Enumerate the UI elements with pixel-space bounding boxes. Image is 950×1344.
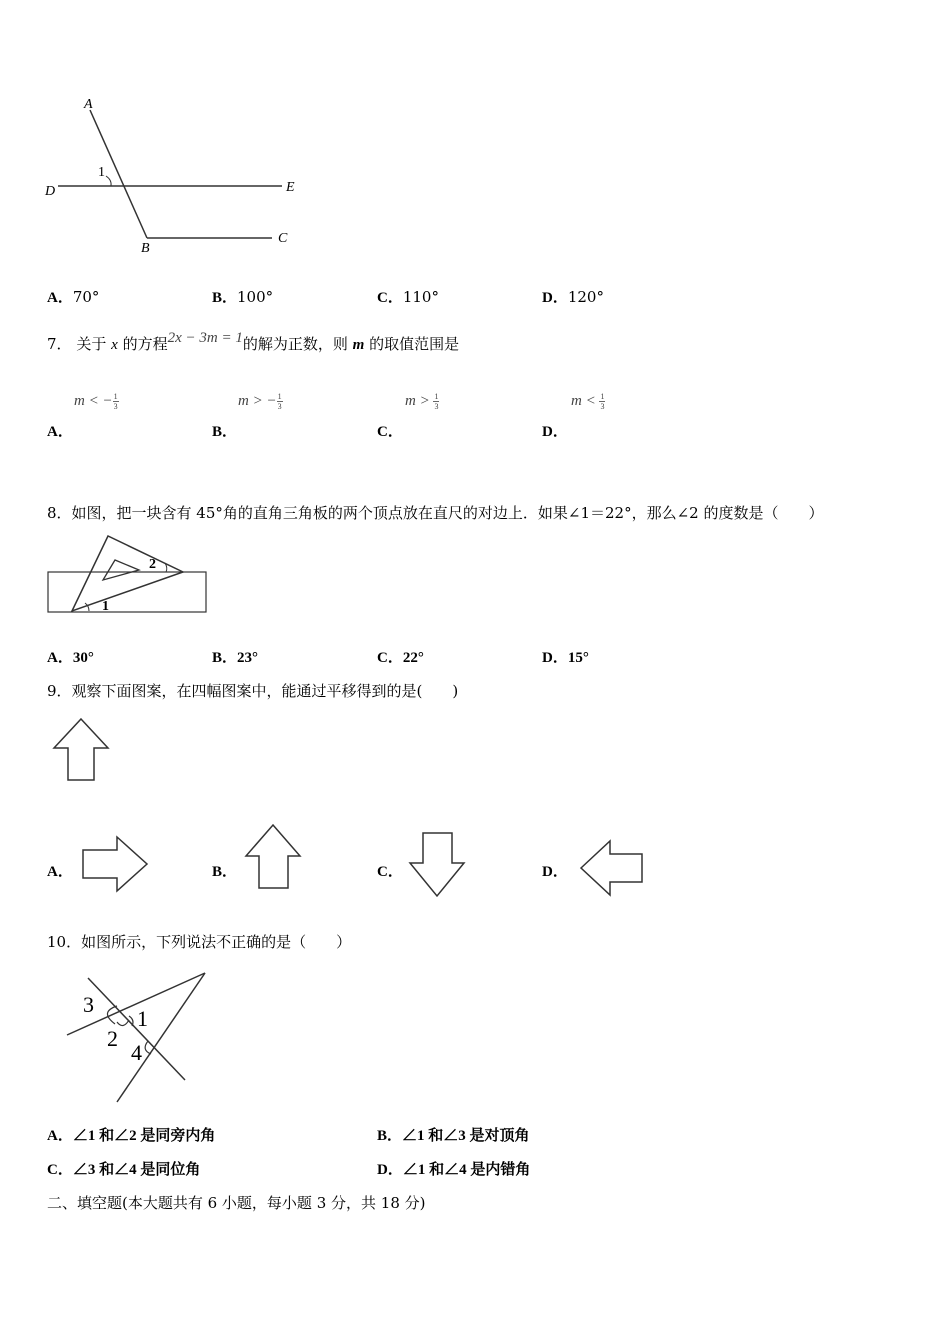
option-letter: D． bbox=[542, 650, 568, 666]
frac-den: 3 bbox=[434, 402, 439, 411]
option-text: 110° bbox=[402, 288, 439, 306]
q8-stem: 8．如图，把一块含有 45°角的直角三角板的两个顶点放在直尺的对边上．如果∠1＝22°，那么∠2 的度数是（ ） bbox=[47, 504, 824, 522]
option-text: 15° bbox=[567, 650, 589, 666]
label-E: E bbox=[286, 180, 295, 195]
label-B: B bbox=[141, 241, 150, 256]
frac-num: 1 bbox=[434, 392, 439, 401]
up-arrow-icon bbox=[243, 822, 303, 892]
option-text: 22° bbox=[402, 650, 424, 666]
frac-den: 3 bbox=[600, 402, 605, 411]
stem-text: 关于 bbox=[76, 335, 107, 353]
section-title: 二、填空题(本大题共有 6 小题，每小题 3 分，共 18 分) bbox=[47, 1194, 426, 1212]
frac-num: 1 bbox=[113, 392, 118, 401]
label-C: C bbox=[278, 231, 288, 246]
math-lhs: m > − bbox=[238, 392, 277, 409]
math-lhs: m > bbox=[405, 392, 430, 409]
option-letter: D． bbox=[542, 864, 568, 880]
q8-option-b[interactable] bbox=[212, 646, 258, 667]
q6-option-d[interactable] bbox=[542, 286, 604, 307]
frac-den: 3 bbox=[113, 402, 118, 411]
option-math bbox=[74, 392, 119, 411]
label-4: 4 bbox=[131, 1040, 142, 1065]
label-1: 1 bbox=[98, 165, 105, 180]
q9-option-b[interactable] bbox=[212, 820, 342, 900]
option-text: ∠1 和∠4 是内错角 bbox=[402, 1162, 531, 1178]
q10-figure bbox=[55, 962, 215, 1112]
q9-reference-up-arrow-icon bbox=[50, 716, 112, 784]
fraction bbox=[113, 392, 119, 411]
option-letter: A． bbox=[47, 1128, 73, 1144]
stem-text: 的取值范围是 bbox=[369, 335, 460, 353]
question-number: 7． bbox=[47, 335, 72, 353]
option-letter: B． bbox=[212, 290, 238, 306]
label-3: 3 bbox=[83, 992, 94, 1017]
q8-option-d[interactable] bbox=[542, 646, 589, 667]
option-letter: C． bbox=[377, 290, 403, 306]
label-D: D bbox=[45, 184, 56, 199]
option-letter: B． bbox=[212, 864, 238, 880]
option-letter: A． bbox=[47, 864, 73, 880]
q10-option-a[interactable] bbox=[47, 1124, 215, 1145]
q8-figure bbox=[45, 532, 215, 618]
option-letter: B． bbox=[377, 1128, 403, 1144]
fraction bbox=[277, 392, 283, 411]
left-arrow-icon bbox=[578, 838, 646, 900]
label-angle-2: 2 bbox=[149, 557, 156, 572]
var-m: m bbox=[352, 337, 365, 353]
label-2: 2 bbox=[107, 1026, 118, 1051]
option-letter: A． bbox=[47, 650, 73, 666]
angle-2-arc bbox=[117, 1020, 129, 1026]
option-letter: B． bbox=[212, 650, 238, 666]
frac-num: 1 bbox=[600, 392, 605, 401]
option-text: 30° bbox=[72, 650, 94, 666]
option-letter: B． bbox=[212, 424, 238, 440]
q7-option-b[interactable] bbox=[212, 392, 362, 442]
option-letter: D． bbox=[542, 424, 568, 440]
q7-option-a[interactable] bbox=[47, 392, 197, 442]
q7-option-d[interactable] bbox=[542, 392, 692, 442]
equation: 2x − 3m = 1 bbox=[167, 330, 243, 346]
option-text: 23° bbox=[237, 650, 259, 666]
q9-option-d[interactable] bbox=[542, 830, 672, 902]
label-angle-1: 1 bbox=[102, 599, 109, 614]
q9-stem: 9．观察下面图案，在四幅图案中，能通过平移得到的是( ) bbox=[47, 682, 459, 700]
q9-option-a[interactable] bbox=[47, 830, 177, 900]
option-letter: C． bbox=[377, 650, 403, 666]
label-1: 1 bbox=[137, 1006, 148, 1031]
option-text: 70° bbox=[72, 288, 100, 306]
option-letter: C． bbox=[377, 424, 403, 440]
option-letter: A． bbox=[47, 424, 73, 440]
frac-num: 1 bbox=[277, 392, 282, 401]
q10-option-d[interactable] bbox=[377, 1158, 530, 1179]
q10-stem: 10．如图所示，下列说法不正确的是（ ） bbox=[47, 933, 352, 951]
fraction bbox=[433, 392, 439, 411]
q7-option-c[interactable] bbox=[377, 392, 527, 442]
frac-den: 3 bbox=[277, 402, 282, 411]
q7-stem bbox=[47, 330, 460, 354]
q8-option-c[interactable] bbox=[377, 646, 424, 667]
option-math bbox=[238, 392, 283, 411]
option-math bbox=[571, 392, 605, 411]
option-letter: D． bbox=[542, 290, 568, 306]
q9-option-c[interactable] bbox=[377, 828, 507, 902]
q8-option-a[interactable] bbox=[47, 646, 94, 667]
triangle-inner bbox=[103, 560, 139, 580]
fraction bbox=[599, 392, 605, 411]
label-A: A bbox=[84, 97, 93, 112]
right-arrow-icon bbox=[80, 834, 152, 894]
option-math bbox=[405, 392, 439, 411]
option-letter: C． bbox=[47, 1162, 73, 1178]
option-letter: C． bbox=[377, 864, 403, 880]
option-text: ∠3 和∠4 是同位角 bbox=[72, 1162, 201, 1178]
stem-text: 的解为正数，则 bbox=[242, 335, 348, 353]
math-lhs: m < − bbox=[74, 392, 113, 409]
q6-option-b[interactable] bbox=[212, 286, 273, 307]
q10-option-b[interactable] bbox=[377, 1124, 530, 1145]
stem-text: 的方程 bbox=[122, 335, 168, 353]
var-x: x bbox=[111, 337, 118, 353]
option-letter: A． bbox=[47, 290, 73, 306]
q6-figure bbox=[40, 90, 310, 260]
q6-option-a[interactable] bbox=[47, 286, 99, 307]
down-arrow-icon bbox=[407, 830, 467, 900]
option-letter: D． bbox=[377, 1162, 403, 1178]
option-text: 100° bbox=[237, 288, 274, 306]
math-lhs: m < bbox=[571, 392, 596, 409]
angle-1-arc bbox=[106, 176, 111, 186]
option-text: ∠1 和∠3 是对顶角 bbox=[402, 1128, 530, 1144]
q10-option-c[interactable] bbox=[47, 1158, 200, 1179]
q6-option-c[interactable] bbox=[377, 286, 439, 307]
option-text: ∠1 和∠2 是同旁内角 bbox=[72, 1128, 216, 1144]
option-text: 120° bbox=[567, 288, 604, 306]
